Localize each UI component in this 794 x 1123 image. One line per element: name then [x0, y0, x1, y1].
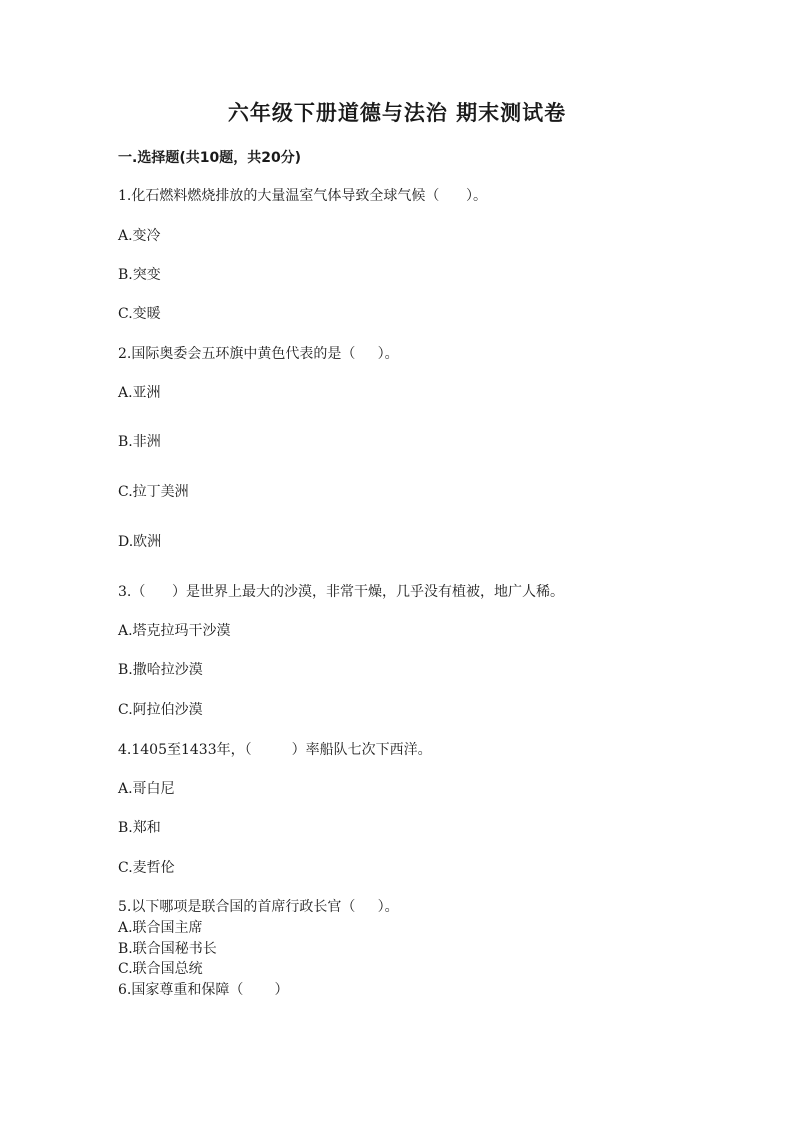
question-4-option-a: A.哥白尼 — [118, 781, 175, 797]
section-heading: 一.选择题(共10题，共20分) — [118, 150, 302, 166]
question-2: 2.国际奥委会五环旗中黄色代表的是（ ）。 — [118, 346, 399, 362]
question-4-option-b: B.郑和 — [118, 820, 161, 836]
question-1: 1.化石燃料燃烧排放的大量温室气体导致全球气候（ ）。 — [118, 188, 488, 204]
exam-title: 六年级下册道德与法治 期末测试卷 — [227, 101, 567, 125]
question-3-option-c: C.阿拉伯沙漠 — [118, 702, 203, 718]
question-1-option-b: B.突变 — [118, 267, 161, 283]
question-1-option-a: A.变冷 — [118, 228, 161, 244]
question-3-option-a: A.塔克拉玛干沙漠 — [118, 623, 231, 639]
question-3: 3.（ ）是世界上最大的沙漠，非常干燥，几乎没有植被，地广人稀。 — [118, 584, 565, 600]
question-5: 5.以下哪项是联合国的首席行政长官（ ）。 — [118, 899, 399, 915]
question-2-option-a: A.亚洲 — [118, 385, 161, 401]
question-2-option-d: D.欧洲 — [118, 534, 162, 550]
question-4-option-c: C.麦哲伦 — [118, 860, 175, 876]
question-4: 4.1405至1433年，（ ）率船队七次下西洋。 — [118, 742, 432, 758]
question-6: 6.国家尊重和保障（ ） — [118, 982, 289, 998]
question-3-option-b: B.撒哈拉沙漠 — [118, 662, 203, 678]
question-2-option-b: B.非洲 — [118, 434, 161, 450]
question-5-option-c: C.联合国总统 — [118, 961, 203, 977]
question-5-option-b: B.联合国秘书长 — [118, 941, 217, 957]
question-1-option-c: C.变暖 — [118, 306, 161, 322]
question-2-option-c: C.拉丁美洲 — [118, 484, 189, 500]
question-5-option-a: A.联合国主席 — [118, 920, 203, 936]
